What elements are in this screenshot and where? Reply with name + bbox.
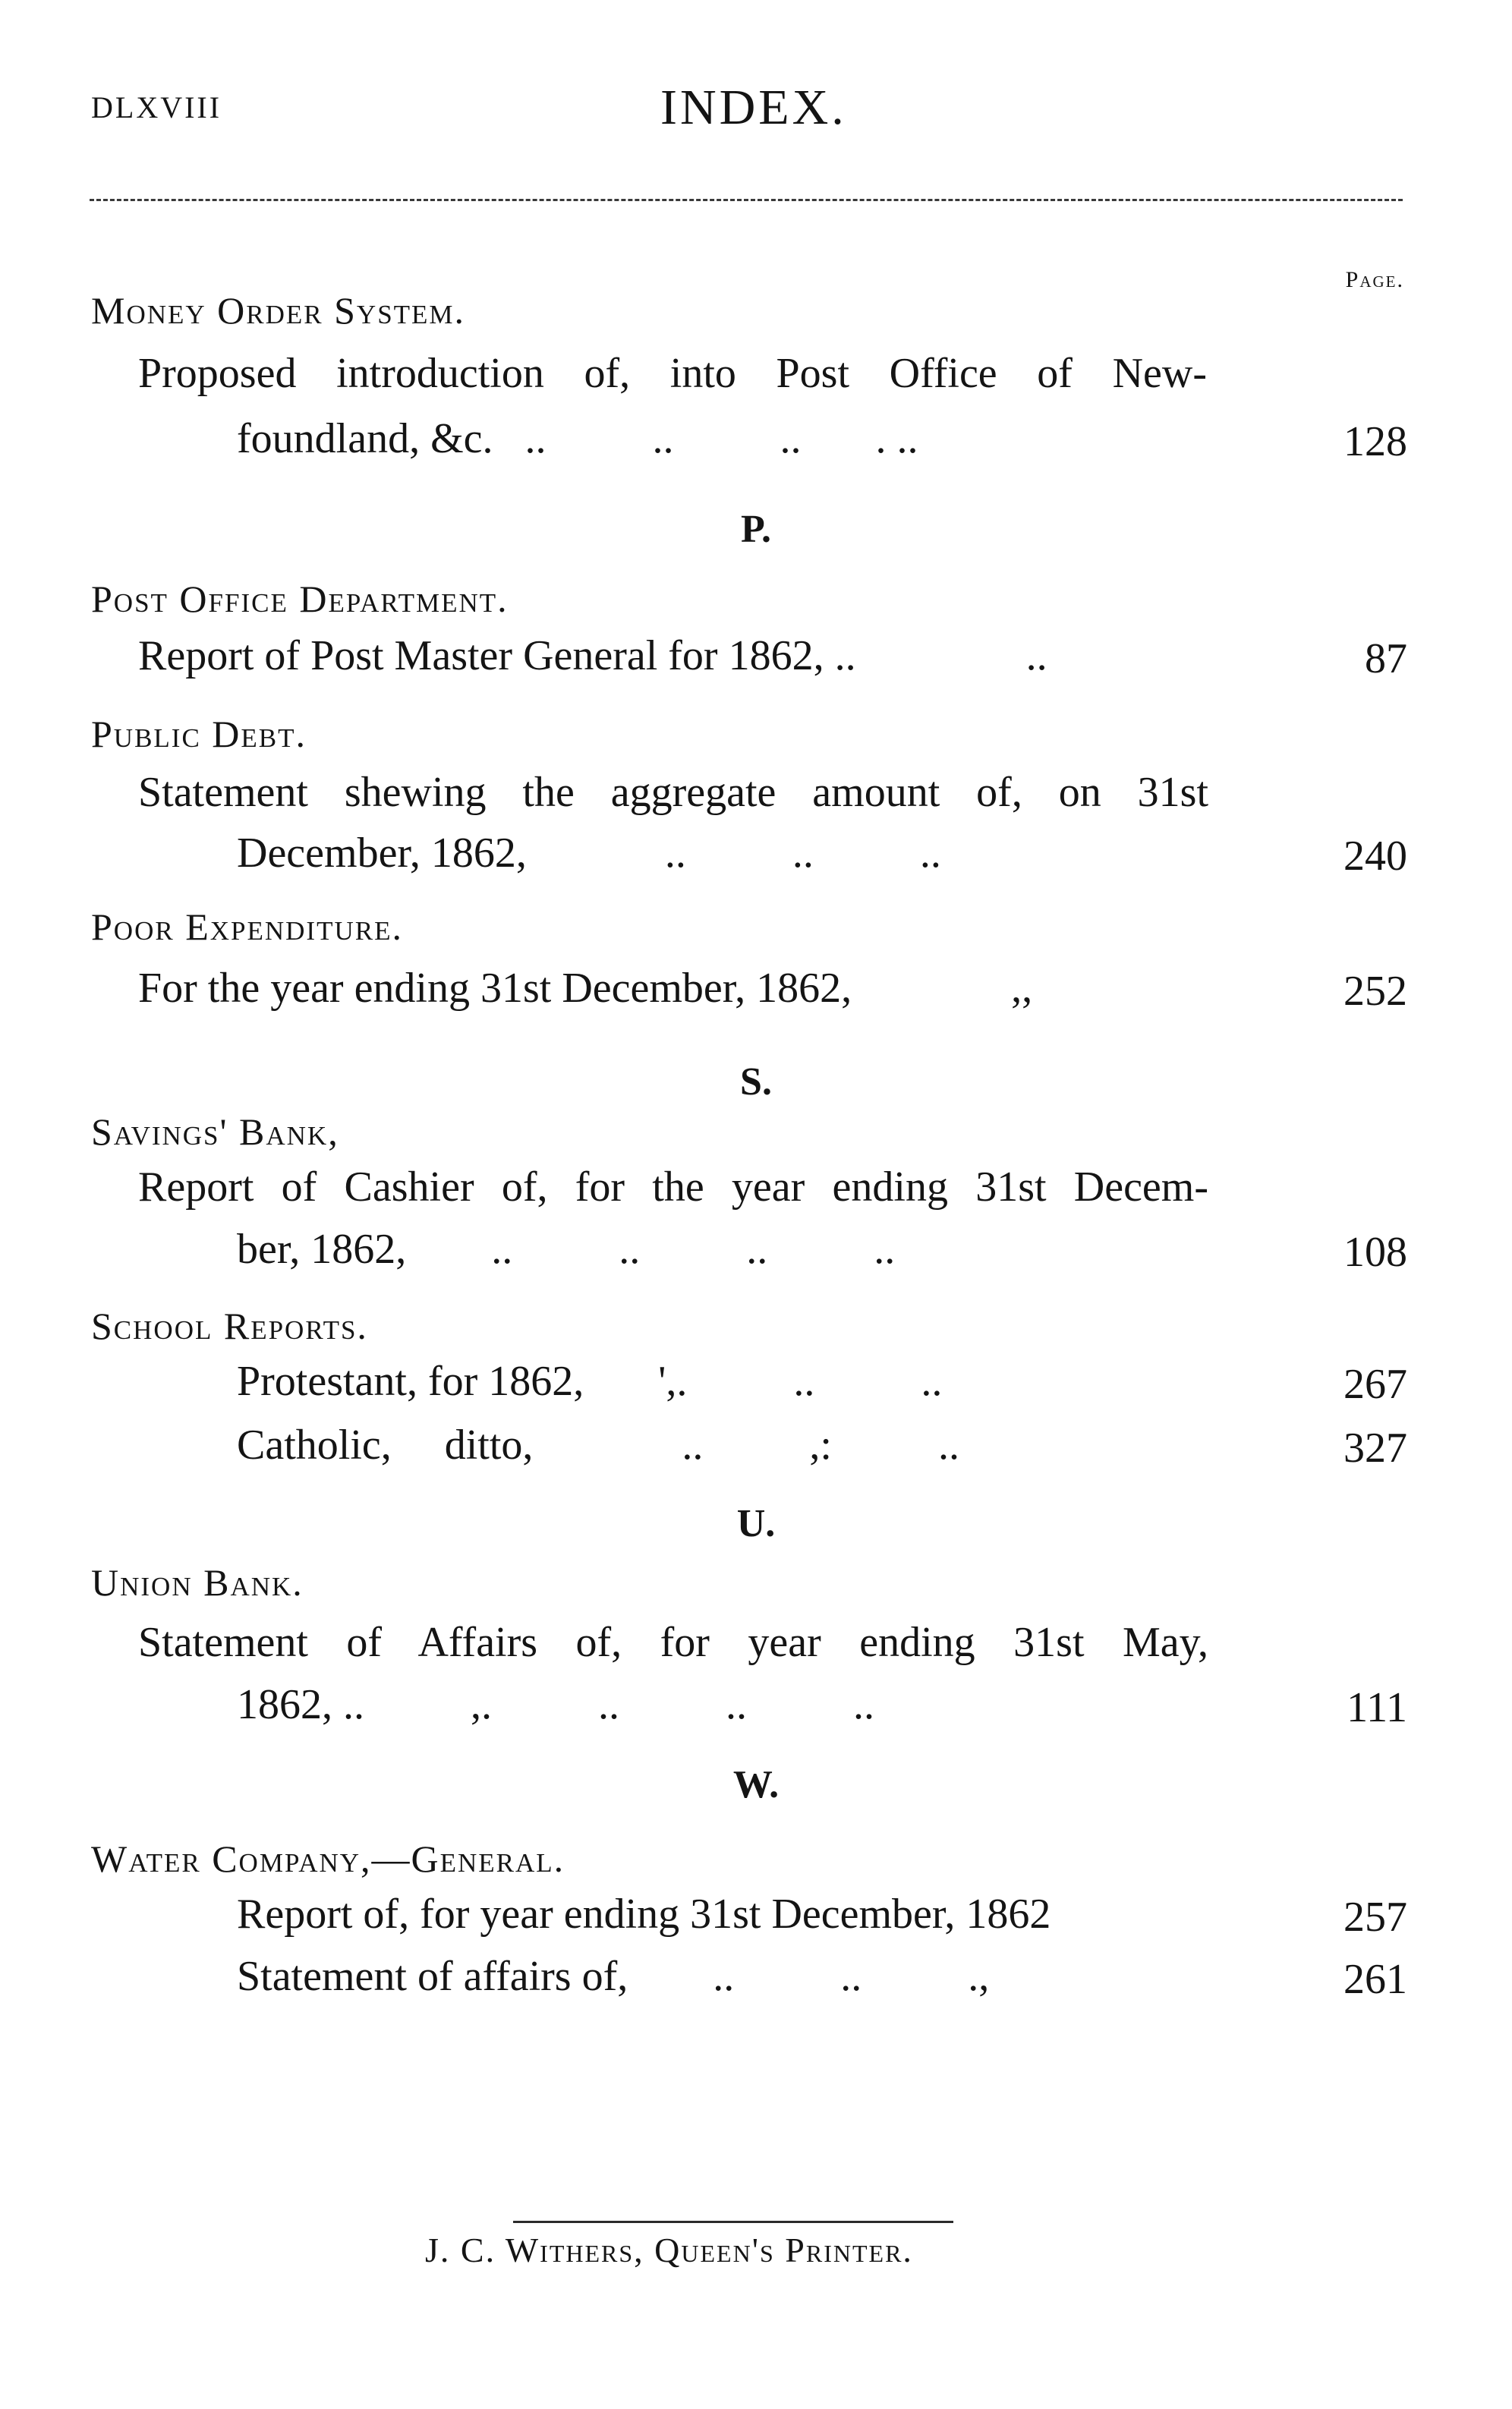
printer-imprint: J. C. Withers, Queen's Printer. (425, 2231, 913, 2269)
entry-heading: Savings' Bank, (91, 1110, 339, 1153)
entry-heading: Post Office Department. (91, 578, 509, 620)
folio-number: DLXVIII (91, 90, 222, 124)
entry-line: Report of, for year ending 31st December, 1862 (237, 1891, 1051, 1938)
entry-heading: Public Debt. (91, 713, 307, 755)
entry-line: Report of Cashier of, for the year ending 31st Decem- (138, 1164, 1208, 1211)
entry-line: 1862, .. ,. .. .. .. (237, 1681, 874, 1728)
page-number: 257 (1343, 1894, 1407, 1941)
footer-rule (513, 2221, 953, 2223)
page-number: 252 (1343, 968, 1407, 1015)
entry-line: Protestant, for 1862, ',. .. .. (237, 1358, 943, 1405)
entry-line: ber, 1862, .. .. .. .. (237, 1226, 896, 1273)
entry-heading: School Reports. (91, 1305, 368, 1347)
page-column-heading: Page. (1345, 267, 1404, 292)
running-title: INDEX. (660, 80, 847, 135)
entry-heading: Water Company,—General. (91, 1837, 565, 1880)
entry-line: foundland, &c. .. .. .. . .. (237, 415, 918, 462)
entry-line: Statement of Affairs of, for year ending 31st May, (138, 1619, 1208, 1666)
section-letter: W. (732, 1763, 780, 1806)
entry-heading: Money Order System. (91, 289, 466, 332)
entry-line: Catholic, ditto, .. ,: .. (237, 1422, 959, 1469)
header-rule (90, 199, 1403, 201)
entry-line: December, 1862, .. .. .. (237, 830, 941, 877)
page-number: 327 (1343, 1425, 1407, 1472)
entry-line: For the year ending 31st December, 1862, ,, (138, 965, 1033, 1012)
page-number: 261 (1343, 1956, 1407, 2003)
entry-heading: Poor Expenditure. (91, 905, 403, 948)
entry-line: Proposed introduction of, into Post Office of New- (138, 350, 1207, 397)
page-number: 128 (1343, 418, 1407, 465)
page-number: 87 (1365, 635, 1407, 682)
page-number: 108 (1343, 1229, 1407, 1276)
section-letter: P. (741, 508, 771, 551)
page-number: 240 (1343, 833, 1407, 880)
entry-line: Statement of affairs of, .. .. ., (237, 1953, 990, 2000)
section-letter: U. (736, 1502, 776, 1545)
page-number: 111 (1347, 1684, 1407, 1731)
section-letter: S. (740, 1060, 772, 1104)
entry-heading: Union Bank. (91, 1561, 304, 1604)
entry-line: Report of Post Master General for 1862, .. .. (138, 632, 1047, 679)
page-number: 267 (1343, 1361, 1407, 1408)
entry-line: Statement shewing the aggregate amount of, on 31st (138, 769, 1208, 816)
